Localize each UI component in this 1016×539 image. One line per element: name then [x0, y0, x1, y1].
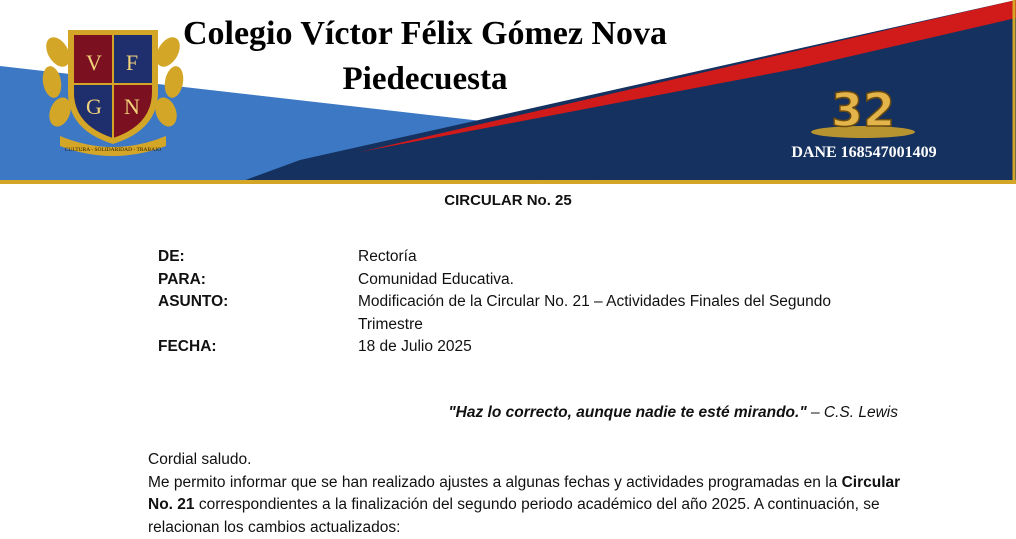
- svg-text:N: N: [124, 94, 140, 119]
- meta-label: DE:: [158, 248, 185, 265]
- svg-text:F: F: [125, 50, 139, 75]
- circular-title: CIRCULAR No. 25: [444, 192, 572, 209]
- meta-label: FECHA:: [158, 338, 217, 355]
- meta-value: Comunidad Educativa.: [358, 270, 514, 288]
- body-bold-reference: Circular No. 21: [148, 473, 901, 513]
- body-paragraph: [148, 472, 908, 539]
- meta-label: ASUNTO:: [158, 293, 229, 310]
- body-rest: correspondientes a la finalización del segundo periodo académico del año 2025. A continuación, se relacionan los cambios actualizados:: [148, 496, 880, 536]
- meta-label: PARA:: [158, 270, 206, 288]
- body-intro: Me permito informar que se han realizado ajustes a algunas fechas y actividades programadas en la: [148, 473, 842, 491]
- greeting: Cordial saludo.: [148, 451, 252, 468]
- quote: [448, 404, 898, 422]
- anniversary-emblem: [808, 82, 918, 140]
- meta-row-to: [158, 269, 878, 292]
- svg-text:32: 32: [830, 83, 896, 137]
- meta-value: Rectoría: [358, 248, 417, 265]
- meta-row-subject: [158, 291, 878, 336]
- quote-text: "Haz lo correcto, aunque nadie te esté mirando.": [448, 404, 807, 421]
- meta-value: Modificación de la Circular No. 21 – Actividades Finales del Segundo Trimestre: [358, 293, 832, 333]
- circular-body: [148, 449, 908, 539]
- meta-row-from: [158, 246, 878, 269]
- circular-metadata: [158, 246, 878, 359]
- svg-text:G: G: [86, 94, 102, 119]
- svg-text:CULTURA - SOLIDARIDAD - TRABAJ: CULTURA - SOLIDARIDAD - TRABAJO: [64, 147, 162, 153]
- school-city: Piedecuesta: [342, 61, 508, 97]
- meta-row-date: [158, 336, 878, 359]
- dane-code: DANE 168547001409: [791, 144, 937, 161]
- school-name: Colegio Víctor Félix Gómez Nova: [182, 15, 668, 52]
- svg-text:V: V: [86, 50, 102, 75]
- quote-author: – C.S. Lewis: [806, 404, 898, 421]
- meta-value: 18 de Julio 2025: [358, 338, 472, 355]
